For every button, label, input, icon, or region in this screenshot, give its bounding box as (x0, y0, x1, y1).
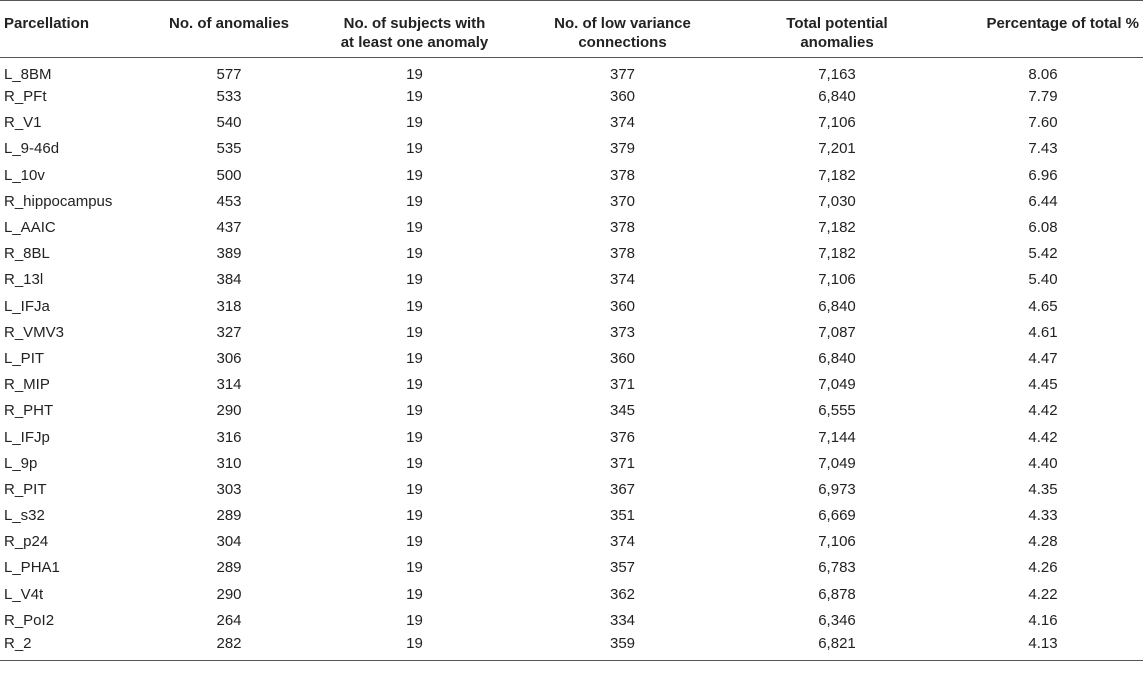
header-text-line: Parcellation (4, 15, 90, 32)
cell-anomalies: 316 (216, 428, 242, 446)
cell-low-variance: 360 (609, 88, 636, 106)
cell-low-variance: 374 (609, 271, 636, 289)
cell-parcellation: L_V4t (4, 585, 44, 603)
cell-low-variance: 345 (609, 402, 636, 420)
cell-total-potential: 7,163 (818, 66, 856, 83)
table-row (0, 529, 1143, 555)
cell-low-variance: 357 (609, 559, 636, 577)
cell-percentage: 4.47 (1028, 349, 1058, 367)
cell-parcellation: L_9-46d (4, 140, 60, 158)
table-row (0, 372, 1143, 398)
cell-anomalies: 304 (216, 533, 242, 551)
table-row (0, 503, 1143, 529)
cell-percentage: 4.22 (1028, 585, 1058, 603)
cell-parcellation: L_PIT (4, 349, 45, 367)
cell-total-potential: 6,821 (731, 634, 943, 660)
cell-anomalies: 303 (216, 480, 242, 498)
cell-parcellation: R_p24 (4, 533, 49, 551)
cell-percentage: 4.26 (1028, 559, 1058, 577)
header-row (0, 1, 1143, 58)
cell-low-variance: 379 (609, 140, 636, 158)
table-row (0, 582, 1143, 608)
header-text-line: Total potential (786, 15, 888, 32)
cell-low-variance: 377 (609, 66, 636, 83)
cell-subjects: 19 (406, 271, 423, 289)
cell-anomalies: 289 (216, 559, 242, 577)
cell-percentage: 4.42 (1028, 402, 1058, 420)
cell-percentage: 4.42 (1028, 428, 1058, 446)
cell-low-variance: 371 (609, 454, 636, 472)
cell-anomalies: 500 (216, 166, 242, 184)
cell-anomalies: 453 (216, 192, 242, 210)
cell-parcellation: R_V1 (4, 114, 42, 132)
cell-subjects: 19 (406, 66, 423, 83)
cell-subjects: 19 (406, 245, 423, 263)
table-row (0, 58, 1143, 85)
cell-anomalies: 577 (216, 66, 242, 83)
cell-subjects: 19 (406, 297, 423, 315)
table-row (0, 294, 1143, 320)
header-text-line: at least one anomaly (340, 34, 489, 51)
cell-low-variance: 373 (609, 323, 636, 341)
cell-percentage: 4.61 (1028, 323, 1058, 341)
cell-total-potential: 6,555 (818, 402, 856, 420)
cell-parcellation: L_IFJp (4, 428, 50, 446)
table-row (0, 320, 1143, 346)
header-no-of-subjects (315, 1, 514, 58)
cell-percentage: 4.65 (1028, 297, 1058, 315)
table-row (0, 241, 1143, 267)
cell-anomalies: 290 (216, 402, 242, 420)
table-row (0, 267, 1143, 293)
cell-anomalies: 310 (216, 454, 242, 472)
cell-anomalies: 264 (216, 611, 242, 629)
table-row (0, 451, 1143, 477)
cell-total-potential: 7,030 (818, 192, 856, 210)
cell-total-potential: 7,182 (818, 166, 856, 184)
cell-total-potential: 7,106 (818, 533, 856, 551)
cell-parcellation: R_PoI2 (4, 611, 55, 629)
cell-percentage: 5.42 (1028, 245, 1058, 263)
cell-percentage: 4.40 (1028, 454, 1058, 472)
header-text-line: No. of subjects with (343, 15, 486, 32)
cell-parcellation: L_8BM (4, 66, 52, 83)
cell-total-potential: 7,087 (818, 323, 856, 341)
cell-subjects: 19 (406, 533, 423, 551)
table-row (0, 346, 1143, 372)
header-text-line: anomalies (800, 34, 874, 51)
table-row (0, 163, 1143, 189)
cell-percentage: 5.40 (1028, 271, 1058, 289)
cell-anomalies: 282 (143, 634, 315, 660)
cell-low-variance: 374 (609, 533, 636, 551)
table-header (0, 1, 1143, 58)
header-text-line: No. of low variance (554, 15, 691, 32)
cell-total-potential: 6,973 (818, 480, 856, 498)
cell-percentage: 4.13 (943, 634, 1143, 660)
cell-total-potential: 7,049 (818, 376, 856, 394)
cell-low-variance: 378 (609, 166, 636, 184)
cell-anomalies: 384 (216, 271, 242, 289)
cell-low-variance: 351 (609, 507, 636, 525)
cell-total-potential: 6,346 (818, 611, 856, 629)
cell-parcellation: R_13l (4, 271, 44, 289)
header-total-potential-anomalies (731, 1, 943, 58)
cell-subjects: 19 (406, 559, 423, 577)
cell-total-potential: 7,049 (818, 454, 856, 472)
table-row (0, 110, 1143, 136)
cell-anomalies: 540 (216, 114, 242, 132)
cell-percentage: 4.16 (1028, 611, 1058, 629)
cell-total-potential: 6,840 (818, 349, 856, 367)
cell-subjects: 19 (406, 376, 423, 394)
header-no-of-anomalies (143, 1, 315, 58)
header-text-line: connections (578, 34, 667, 51)
cell-parcellation: L_9p (4, 454, 38, 472)
cell-percentage: 4.33 (1028, 507, 1058, 525)
table-body (0, 58, 1143, 661)
cell-percentage: 4.28 (1028, 533, 1058, 551)
cell-subjects: 19 (406, 114, 423, 132)
cell-total-potential: 7,106 (818, 114, 856, 132)
cell-subjects: 19 (406, 88, 423, 106)
table-row (0, 424, 1143, 450)
cell-percentage: 6.96 (1028, 166, 1058, 184)
table-row (0, 477, 1143, 503)
cell-percentage: 6.08 (1028, 219, 1058, 237)
cell-total-potential: 6,840 (818, 297, 856, 315)
cell-parcellation: R_PFt (4, 88, 47, 106)
cell-low-variance: 334 (609, 611, 636, 629)
cell-anomalies: 389 (216, 245, 242, 263)
table-row (0, 136, 1143, 162)
cell-parcellation: R_PHT (4, 402, 54, 420)
cell-parcellation: L_s32 (4, 507, 45, 525)
cell-subjects: 19 (406, 140, 423, 158)
table-row (0, 634, 1143, 660)
cell-low-variance: 378 (609, 245, 636, 263)
header-text-line: No. of anomalies (168, 15, 290, 32)
cell-percentage: 8.06 (1028, 66, 1058, 83)
cell-percentage: 6.44 (1028, 192, 1058, 210)
cell-total-potential: 6,840 (818, 88, 856, 106)
cell-low-variance: 359 (514, 634, 731, 660)
cell-subjects: 19 (406, 507, 423, 525)
cell-low-variance: 378 (609, 219, 636, 237)
cell-parcellation: L_AAIC (4, 219, 56, 237)
cell-low-variance: 376 (609, 428, 636, 446)
cell-low-variance: 360 (609, 349, 636, 367)
cell-subjects: 19 (406, 192, 423, 210)
cell-low-variance: 367 (609, 480, 636, 498)
cell-percentage: 7.43 (1028, 140, 1058, 158)
cell-anomalies: 314 (216, 376, 242, 394)
cell-percentage: 7.79 (1028, 88, 1058, 106)
cell-total-potential: 7,106 (818, 271, 856, 289)
cell-anomalies: 306 (216, 349, 242, 367)
cell-parcellation: R_2 (0, 634, 143, 660)
cell-total-potential: 7,182 (818, 245, 856, 263)
table-row (0, 84, 1143, 110)
cell-parcellation: L_IFJa (4, 297, 50, 315)
cell-parcellation: R_VMV3 (4, 323, 65, 341)
cell-low-variance: 362 (609, 585, 636, 603)
cell-subjects: 19 (406, 402, 423, 420)
cell-subjects: 19 (406, 585, 423, 603)
header-low-variance-connections (514, 1, 731, 58)
cell-total-potential: 6,878 (818, 585, 856, 603)
cell-anomalies: 437 (216, 219, 242, 237)
table-row (0, 555, 1143, 581)
cell-anomalies: 289 (216, 507, 242, 525)
cell-parcellation: R_PIT (4, 480, 47, 498)
cell-low-variance: 374 (609, 114, 636, 132)
cell-total-potential: 7,201 (818, 140, 856, 158)
cell-anomalies: 290 (216, 585, 242, 603)
cell-subjects: 19 (406, 428, 423, 446)
cell-low-variance: 370 (609, 192, 636, 210)
table-row (0, 215, 1143, 241)
cell-anomalies: 318 (216, 297, 242, 315)
cell-total-potential: 6,669 (818, 507, 856, 525)
table-row (0, 398, 1143, 424)
cell-low-variance: 371 (609, 376, 636, 394)
cell-total-potential: 6,783 (818, 559, 856, 577)
cell-subjects: 19 (406, 611, 423, 629)
header-parcellation (0, 1, 143, 58)
cell-percentage: 4.35 (1028, 480, 1058, 498)
cell-anomalies: 327 (216, 323, 242, 341)
cell-subjects: 19 (406, 454, 423, 472)
cell-percentage: 7.60 (1028, 114, 1058, 132)
table-row (0, 608, 1143, 634)
cell-subjects: 19 (406, 480, 423, 498)
cell-parcellation: R_MIP (4, 376, 50, 394)
cell-parcellation: R_hippocampus (4, 192, 113, 210)
cell-anomalies: 535 (216, 140, 242, 158)
cell-subjects: 19 (315, 634, 514, 660)
table-row (0, 189, 1143, 215)
cell-total-potential: 7,182 (818, 219, 856, 237)
cell-subjects: 19 (406, 166, 423, 184)
cell-anomalies: 533 (216, 88, 242, 106)
cell-subjects: 19 (406, 349, 423, 367)
cell-subjects: 19 (406, 219, 423, 237)
header-text-line: Percentage of total % (986, 15, 1139, 32)
header-percentage-of-total (943, 1, 1143, 58)
cell-subjects: 19 (406, 323, 423, 341)
cell-parcellation: R_8BL (4, 245, 50, 263)
cell-percentage: 4.45 (1028, 376, 1058, 394)
cell-total-potential: 7,144 (818, 428, 856, 446)
cell-parcellation: L_PHA1 (4, 559, 60, 577)
cell-parcellation: L_10v (4, 166, 45, 184)
cell-low-variance: 360 (609, 297, 636, 315)
